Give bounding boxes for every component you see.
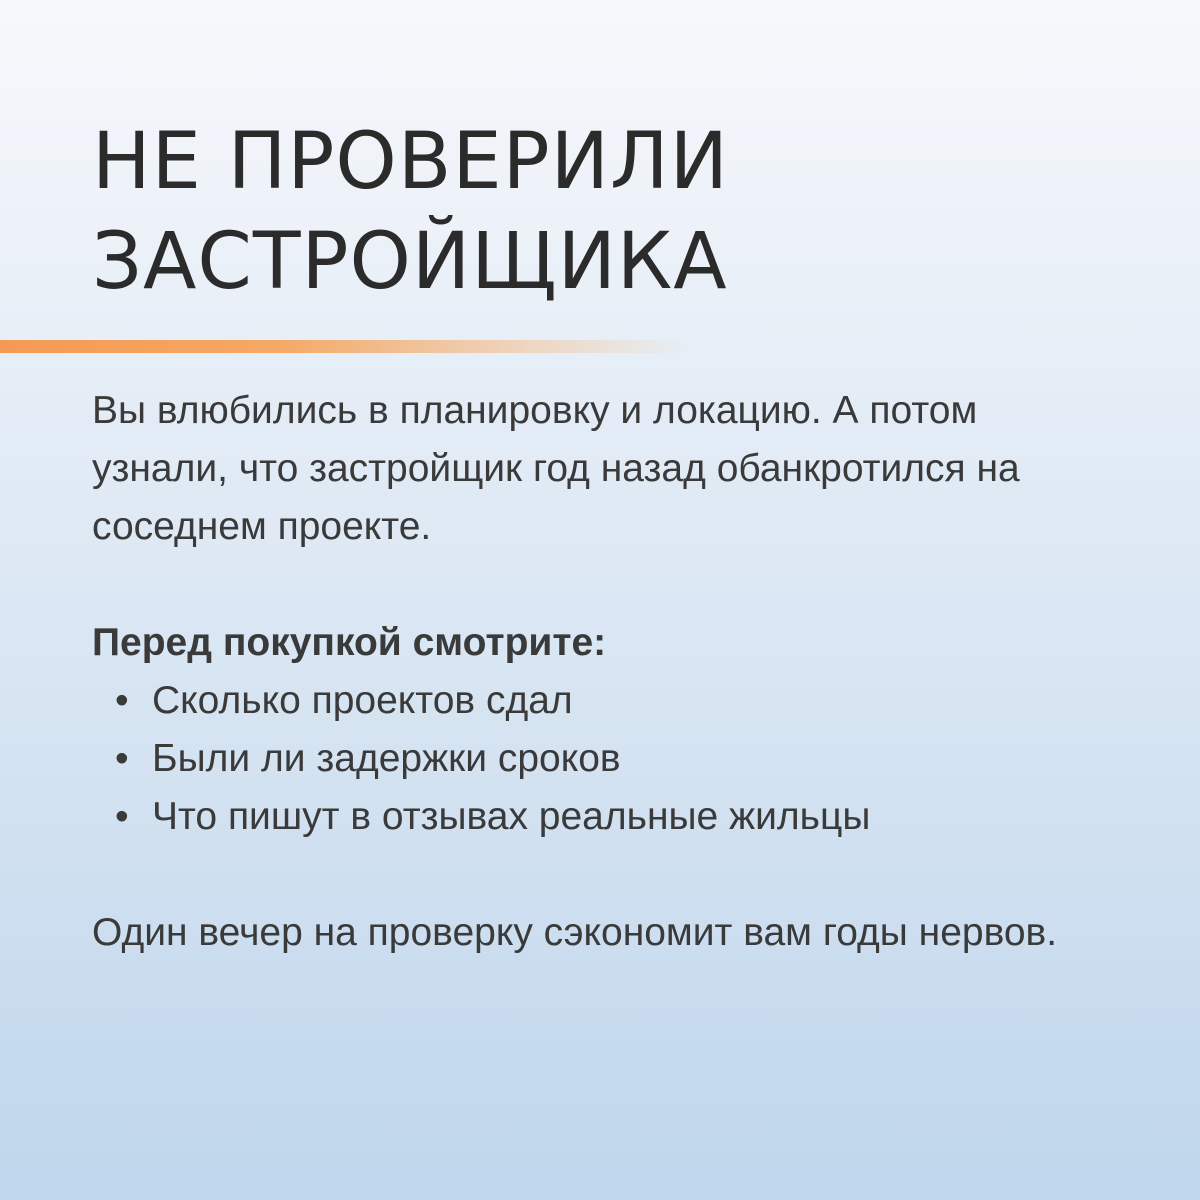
bullet-icon: • <box>115 795 129 838</box>
checklist-heading: Перед покупкой смотрите: <box>92 621 607 664</box>
slide-body <box>92 382 1112 962</box>
checklist-item-text: Сколько проектов сдал <box>152 679 573 722</box>
accent-divider <box>0 340 690 353</box>
checklist-item-text: Что пишут в отзывах реальные жильцы <box>152 795 871 838</box>
checklist-item <box>92 788 1112 846</box>
checklist <box>92 672 1112 846</box>
intro-paragraph: Вы влюбились в планировку и локацию. А потом узнали, что застройщик год назад обанкротился на соседнем проекте. <box>92 389 1020 548</box>
closing-paragraph: Один вечер на проверку сэкономит вам годы нервов. <box>92 911 1058 954</box>
checklist-item-text: Были ли задержки сроков <box>152 737 621 780</box>
bullet-icon: • <box>115 737 129 780</box>
title-line-2: ЗАСТРОЙЩИКА <box>92 217 728 307</box>
bullet-icon: • <box>115 679 129 722</box>
checklist-item <box>92 730 1112 788</box>
slide-title <box>92 112 1092 312</box>
title-line-1: НЕ ПРОВЕРИЛИ <box>92 117 729 207</box>
checklist-item <box>92 672 1112 730</box>
